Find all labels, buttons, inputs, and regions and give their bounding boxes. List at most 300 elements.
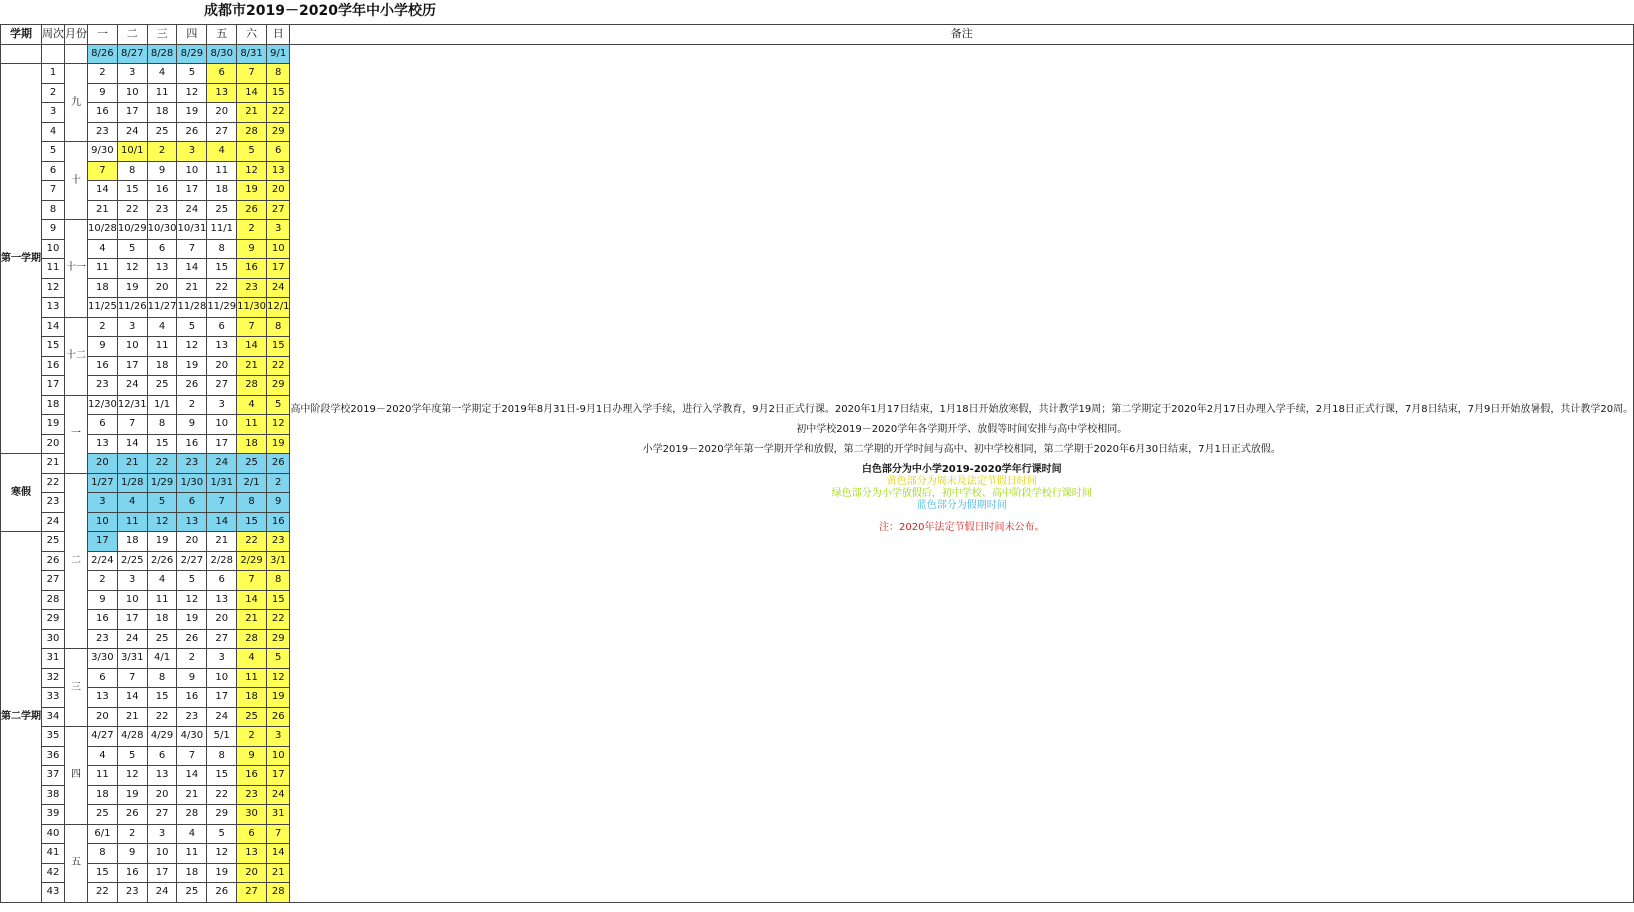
day-cell-sun: 6 [266, 142, 289, 162]
day-cell-fri: 14 [207, 512, 237, 532]
day-cell-thu: 26 [177, 376, 207, 396]
month-header: 月份 [65, 25, 88, 45]
day-cell-wed: 24 [147, 883, 177, 903]
day-cell-thu: 6 [177, 493, 207, 513]
day-cell-thu: 12 [177, 590, 207, 610]
week-number: 11 [42, 259, 65, 279]
day-cell-thu: 11/28 [177, 298, 207, 318]
day-cell-wed: 4 [147, 317, 177, 337]
day-cell-wed: 25 [147, 122, 177, 142]
day-cell-thu: 12 [177, 337, 207, 357]
day-cell-sun: 24 [266, 785, 289, 805]
day-cell-sat: 19 [237, 181, 267, 201]
week-number: 42 [42, 863, 65, 883]
day-cell-fri: 6 [207, 317, 237, 337]
day-cell-fri: 13 [207, 590, 237, 610]
month-header-spacer [65, 44, 88, 64]
day-cell-tue: 10 [117, 590, 147, 610]
day-cell-thu: 26 [177, 122, 207, 142]
day-cell-sat: 16 [237, 259, 267, 279]
day-cell-mon: 3/30 [88, 649, 118, 669]
weekday-header-mon: 一 [88, 25, 118, 45]
month-label: 十 [65, 142, 88, 220]
day-cell-fri: 15 [207, 259, 237, 279]
day-cell-fri: 8 [207, 746, 237, 766]
week-number: 41 [42, 844, 65, 864]
day-cell-fri: 10 [207, 668, 237, 688]
day-cell-mon: 9/30 [88, 142, 118, 162]
day-cell-sat: 28 [237, 629, 267, 649]
day-cell-mon: 22 [88, 883, 118, 903]
day-cell-sat: 21 [237, 610, 267, 630]
day-cell-mon: 8 [88, 844, 118, 864]
day-cell-tue: 24 [117, 376, 147, 396]
day-cell-tue: 15 [117, 181, 147, 201]
day-cell-tue: 21 [117, 454, 147, 474]
day-cell-thu: 7 [177, 746, 207, 766]
month-label: 十一 [65, 220, 88, 318]
day-cell-tue: 11 [117, 512, 147, 532]
day-cell-fri: 5 [207, 824, 237, 844]
day-cell-wed: 13 [147, 766, 177, 786]
day-cell-wed: 27 [147, 805, 177, 825]
week-number: 2 [42, 83, 65, 103]
day-cell-thu: 14 [177, 766, 207, 786]
day-cell-tue: 7 [117, 415, 147, 435]
day-cell-mon: 23 [88, 122, 118, 142]
day-cell-tue: 21 [117, 707, 147, 727]
day-cell-wed: 15 [147, 688, 177, 708]
weekday-header-fri: 五 [207, 25, 237, 45]
week-number: 29 [42, 610, 65, 630]
notes-column [290, 44, 1634, 902]
day-cell-thu: 2/27 [177, 551, 207, 571]
day-cell-tue: 4/28 [117, 727, 147, 747]
day-cell-mon: 2 [88, 571, 118, 591]
day-cell-sun: 19 [266, 434, 289, 454]
day-cell-wed: 20 [147, 278, 177, 298]
day-cell-tue: 19 [117, 278, 147, 298]
week-number: 9 [42, 220, 65, 240]
month-label: 九 [65, 64, 88, 142]
day-cell-wed: 10 [147, 844, 177, 864]
day-cell-sun: 29 [266, 122, 289, 142]
day-cell-wed: 18 [147, 356, 177, 376]
day-cell-sat: 9 [237, 239, 267, 259]
header-row [1, 25, 1634, 45]
day-cell-wed: 4/29 [147, 727, 177, 747]
day-cell-mon: 18 [88, 785, 118, 805]
day-cell-thu: 23 [177, 707, 207, 727]
day-cell-fri: 4 [207, 142, 237, 162]
day-cell-wed: 13 [147, 259, 177, 279]
day-cell-thu: 19 [177, 103, 207, 123]
day-cell-thu: 9 [177, 415, 207, 435]
day-cell-sun: 26 [266, 707, 289, 727]
day-cell-sat: 25 [237, 454, 267, 474]
week-number: 23 [42, 493, 65, 513]
week-number: 32 [42, 668, 65, 688]
day-cell-sun: 14 [266, 844, 289, 864]
week-number: 17 [42, 376, 65, 396]
weekday-header-thu: 四 [177, 25, 207, 45]
day-cell-mon: 18 [88, 278, 118, 298]
day-cell-mon: 20 [88, 454, 118, 474]
weekday-header-wed: 三 [147, 25, 177, 45]
day-cell-tue: 10 [117, 83, 147, 103]
day-cell-sun: 29 [266, 629, 289, 649]
day-cell-fri: 27 [207, 122, 237, 142]
day-cell-fri: 20 [207, 103, 237, 123]
day-cell-tue: 3/31 [117, 649, 147, 669]
day-cell-tue: 2 [117, 824, 147, 844]
day-cell-thu: 18 [177, 863, 207, 883]
day-cell-fri: 22 [207, 785, 237, 805]
day-cell-sun: 21 [266, 863, 289, 883]
week-number: 16 [42, 356, 65, 376]
day-cell-wed: 4 [147, 571, 177, 591]
day-cell-fri: 6 [207, 64, 237, 84]
day-cell-mon: 3 [88, 493, 118, 513]
legend-green: 绿色部分为小学放假后，初中学校、高中阶段学校行课时间 [831, 488, 1092, 499]
day-cell-sat: 14 [237, 83, 267, 103]
day-cell-sat: 20 [237, 863, 267, 883]
day-cell-mon: 4 [88, 239, 118, 259]
day-cell-wed: 4 [147, 64, 177, 84]
day-cell-wed: 10/30 [147, 220, 177, 240]
day-cell-mon: 4 [88, 746, 118, 766]
day-cell-fri: 26 [207, 883, 237, 903]
legend-blue: 蓝色部分为假期时间 [916, 500, 1007, 511]
day-cell-sat: 4 [237, 649, 267, 669]
header-date-cell: 8/29 [177, 44, 207, 64]
day-cell-sat: 23 [237, 278, 267, 298]
month-label: 四 [65, 727, 88, 825]
day-cell-tue: 12/31 [117, 395, 147, 415]
week-number: 18 [42, 395, 65, 415]
day-cell-wed: 25 [147, 376, 177, 396]
day-cell-fri: 18 [207, 181, 237, 201]
day-cell-mon: 2 [88, 64, 118, 84]
day-cell-mon: 17 [88, 532, 118, 552]
day-cell-sat: 18 [237, 688, 267, 708]
week-number: 6 [42, 161, 65, 181]
week-number: 30 [42, 629, 65, 649]
notes-high-school: 高中阶段学校2019－2020学年度第一学期定于2019年8月31日-9月1日办理入学手续，进行入学教育，9月2日正式行课。2020年1月17日结束，1月18日开始放寒假，共计教学19周；第二学期定于2020年2月17日办理入学手续，2月18日正式行课，7月8日结束，7月9日开始放暑假，共计教学20周。 [290, 404, 1634, 415]
day-cell-wed: 6 [147, 239, 177, 259]
day-cell-mon: 4/27 [88, 727, 118, 747]
day-cell-sat: 30 [237, 805, 267, 825]
week-number: 8 [42, 200, 65, 220]
page-title: 成都市2019－2020学年中小学校历 [204, 3, 436, 19]
day-cell-sat: 26 [237, 200, 267, 220]
day-cell-tue: 5 [117, 746, 147, 766]
week-number: 13 [42, 298, 65, 318]
day-cell-sun: 28 [266, 883, 289, 903]
day-cell-fri: 22 [207, 278, 237, 298]
notes-header: 备注 [290, 25, 1634, 45]
day-cell-thu: 26 [177, 629, 207, 649]
day-cell-sat: 28 [237, 376, 267, 396]
week-number: 4 [42, 122, 65, 142]
day-cell-fri: 13 [207, 83, 237, 103]
day-cell-sun: 13 [266, 161, 289, 181]
day-cell-fri: 21 [207, 532, 237, 552]
day-cell-wed: 9 [147, 161, 177, 181]
day-cell-sat: 18 [237, 434, 267, 454]
week-number: 25 [42, 532, 65, 552]
day-cell-tue: 26 [117, 805, 147, 825]
day-cell-sun: 19 [266, 688, 289, 708]
day-cell-tue: 24 [117, 629, 147, 649]
day-cell-mon: 6 [88, 415, 118, 435]
day-cell-tue: 19 [117, 785, 147, 805]
day-cell-tue: 10 [117, 337, 147, 357]
day-cell-sun: 5 [266, 649, 289, 669]
day-cell-wed: 22 [147, 707, 177, 727]
day-cell-thu: 23 [177, 454, 207, 474]
day-cell-thu: 10 [177, 161, 207, 181]
day-cell-sat: 23 [237, 785, 267, 805]
day-cell-sun: 23 [266, 532, 289, 552]
day-cell-tue: 22 [117, 200, 147, 220]
day-cell-sun: 22 [266, 356, 289, 376]
month-label: 二 [65, 473, 88, 649]
day-cell-fri: 8 [207, 239, 237, 259]
day-cell-mon: 16 [88, 103, 118, 123]
day-cell-thu: 5 [177, 64, 207, 84]
day-cell-sun: 17 [266, 766, 289, 786]
day-cell-sun: 9 [266, 493, 289, 513]
week-header-spacer [42, 44, 65, 64]
week-number: 15 [42, 337, 65, 357]
day-cell-sun: 5 [266, 395, 289, 415]
legend-yellow: 黄色部分为周末及法定节假日时间 [886, 476, 1037, 487]
day-cell-fri: 27 [207, 376, 237, 396]
week-number: 7 [42, 181, 65, 201]
term-first-label: 第一学期 [1, 64, 42, 454]
legend-white: 白色部分为中小学2019-2020学年行课时间 [861, 464, 1062, 475]
day-cell-tue: 14 [117, 434, 147, 454]
week-number: 12 [42, 278, 65, 298]
day-cell-tue: 8 [117, 161, 147, 181]
day-cell-sat: 2 [237, 727, 267, 747]
day-cell-tue: 10/1 [117, 142, 147, 162]
day-cell-fri: 17 [207, 434, 237, 454]
day-cell-sun: 12/1 [266, 298, 289, 318]
day-cell-sat: 15 [237, 512, 267, 532]
day-cell-sun: 10 [266, 239, 289, 259]
day-cell-mon: 9 [88, 590, 118, 610]
day-cell-fri: 20 [207, 610, 237, 630]
day-cell-sun: 15 [266, 590, 289, 610]
day-cell-mon: 15 [88, 863, 118, 883]
weekday-header-sun: 日 [266, 25, 289, 45]
day-cell-fri: 25 [207, 200, 237, 220]
day-cell-mon: 16 [88, 356, 118, 376]
day-cell-sun: 16 [266, 512, 289, 532]
day-cell-sun: 15 [266, 337, 289, 357]
day-cell-wed: 3 [147, 824, 177, 844]
day-cell-sat: 12 [237, 161, 267, 181]
day-cell-wed: 15 [147, 434, 177, 454]
header-dates-row [1, 44, 1634, 64]
day-cell-sat: 4 [237, 395, 267, 415]
day-cell-mon: 20 [88, 707, 118, 727]
day-cell-sat: 21 [237, 103, 267, 123]
header-date-cell: 8/30 [207, 44, 237, 64]
day-cell-fri: 19 [207, 863, 237, 883]
header-date-cell: 9/1 [266, 44, 289, 64]
day-cell-wed: 20 [147, 785, 177, 805]
day-cell-sat: 7 [237, 317, 267, 337]
weekday-header-sat: 六 [237, 25, 267, 45]
day-cell-sun: 20 [266, 181, 289, 201]
day-cell-thu: 14 [177, 259, 207, 279]
day-cell-thu: 25 [177, 883, 207, 903]
day-cell-fri: 17 [207, 688, 237, 708]
day-cell-thu: 20 [177, 532, 207, 552]
day-cell-wed: 25 [147, 629, 177, 649]
day-cell-tue: 5 [117, 239, 147, 259]
day-cell-mon: 21 [88, 200, 118, 220]
day-cell-mon: 2/24 [88, 551, 118, 571]
day-cell-sat: 11 [237, 415, 267, 435]
week-number: 39 [42, 805, 65, 825]
day-cell-fri: 3 [207, 649, 237, 669]
notes-primary-school: 小学2019－2020学年第一学期开学和放假，第二学期的开学时间与高中、初中学校相同，第二学期于2020年6月30日结束，7月1日正式放假。 [642, 444, 1281, 455]
day-cell-thu: 16 [177, 434, 207, 454]
day-cell-fri: 13 [207, 337, 237, 357]
day-cell-sat: 14 [237, 590, 267, 610]
week-number: 20 [42, 434, 65, 454]
week-number: 10 [42, 239, 65, 259]
day-cell-sat: 13 [237, 844, 267, 864]
day-cell-fri: 11/29 [207, 298, 237, 318]
day-cell-mon: 13 [88, 688, 118, 708]
day-cell-tue: 3 [117, 571, 147, 591]
day-cell-tue: 12 [117, 259, 147, 279]
day-cell-wed: 2/26 [147, 551, 177, 571]
day-cell-wed: 17 [147, 863, 177, 883]
day-cell-mon: 6 [88, 668, 118, 688]
day-cell-wed: 11/27 [147, 298, 177, 318]
day-cell-fri: 7 [207, 493, 237, 513]
day-cell-mon: 23 [88, 376, 118, 396]
week-number: 5 [42, 142, 65, 162]
day-cell-sun: 8 [266, 64, 289, 84]
day-cell-tue: 23 [117, 883, 147, 903]
day-cell-mon: 11 [88, 766, 118, 786]
day-cell-wed: 22 [147, 454, 177, 474]
day-cell-fri: 15 [207, 766, 237, 786]
week-number: 38 [42, 785, 65, 805]
day-cell-tue: 14 [117, 688, 147, 708]
day-cell-wed: 1/1 [147, 395, 177, 415]
week-number: 36 [42, 746, 65, 766]
day-cell-sun: 7 [266, 824, 289, 844]
week-number: 19 [42, 415, 65, 435]
day-cell-tue: 4 [117, 493, 147, 513]
month-label: 十二 [65, 317, 88, 395]
day-cell-wed: 2 [147, 142, 177, 162]
day-cell-sat: 2/1 [237, 473, 267, 493]
day-cell-sun: 22 [266, 610, 289, 630]
week-number: 22 [42, 473, 65, 493]
day-cell-fri: 27 [207, 629, 237, 649]
day-cell-thu: 4/30 [177, 727, 207, 747]
day-cell-thu: 3 [177, 142, 207, 162]
day-cell-sun: 29 [266, 376, 289, 396]
week-number: 1 [42, 64, 65, 84]
day-cell-fri: 20 [207, 356, 237, 376]
day-cell-tue: 3 [117, 64, 147, 84]
day-cell-wed: 11 [147, 590, 177, 610]
holiday-note: 注：2020年法定节假日时间未公布。 [879, 522, 1045, 533]
week-number: 43 [42, 883, 65, 903]
day-cell-mon: 16 [88, 610, 118, 630]
week-number: 31 [42, 649, 65, 669]
term-second-label: 第二学期 [1, 532, 42, 903]
day-cell-mon: 6/1 [88, 824, 118, 844]
week-number: 40 [42, 824, 65, 844]
day-cell-sun: 31 [266, 805, 289, 825]
day-cell-mon: 11 [88, 259, 118, 279]
day-cell-thu: 21 [177, 278, 207, 298]
day-cell-sun: 26 [266, 454, 289, 474]
day-cell-sun: 8 [266, 317, 289, 337]
week-number: 14 [42, 317, 65, 337]
day-cell-mon: 9 [88, 337, 118, 357]
day-cell-sat: 11/30 [237, 298, 267, 318]
day-cell-thu: 24 [177, 200, 207, 220]
month-label: 一 [65, 395, 88, 473]
month-label: 五 [65, 824, 88, 902]
weekday-header-tue: 二 [117, 25, 147, 45]
day-cell-tue: 11/26 [117, 298, 147, 318]
day-cell-sun: 3 [266, 727, 289, 747]
day-cell-sun: 2 [266, 473, 289, 493]
day-cell-fri: 11/1 [207, 220, 237, 240]
day-cell-sun: 3/1 [266, 551, 289, 571]
day-cell-fri: 24 [207, 707, 237, 727]
header-date-cell: 8/27 [117, 44, 147, 64]
day-cell-thu: 19 [177, 356, 207, 376]
day-cell-tue: 18 [117, 532, 147, 552]
day-cell-tue: 16 [117, 863, 147, 883]
week-number: 28 [42, 590, 65, 610]
day-cell-sun: 27 [266, 200, 289, 220]
day-cell-sat: 21 [237, 356, 267, 376]
day-cell-tue: 9 [117, 844, 147, 864]
day-cell-sat: 28 [237, 122, 267, 142]
day-cell-thu: 28 [177, 805, 207, 825]
day-cell-tue: 1/28 [117, 473, 147, 493]
day-cell-mon: 23 [88, 629, 118, 649]
day-cell-sat: 22 [237, 532, 267, 552]
day-cell-tue: 7 [117, 668, 147, 688]
school-calendar-table [0, 24, 1634, 903]
week-number: 33 [42, 688, 65, 708]
day-cell-wed: 23 [147, 200, 177, 220]
day-cell-fri: 2/28 [207, 551, 237, 571]
day-cell-wed: 11 [147, 337, 177, 357]
day-cell-sun: 10 [266, 746, 289, 766]
day-cell-thu: 5 [177, 317, 207, 337]
day-cell-fri: 24 [207, 454, 237, 474]
day-cell-fri: 10 [207, 415, 237, 435]
week-number: 24 [42, 512, 65, 532]
